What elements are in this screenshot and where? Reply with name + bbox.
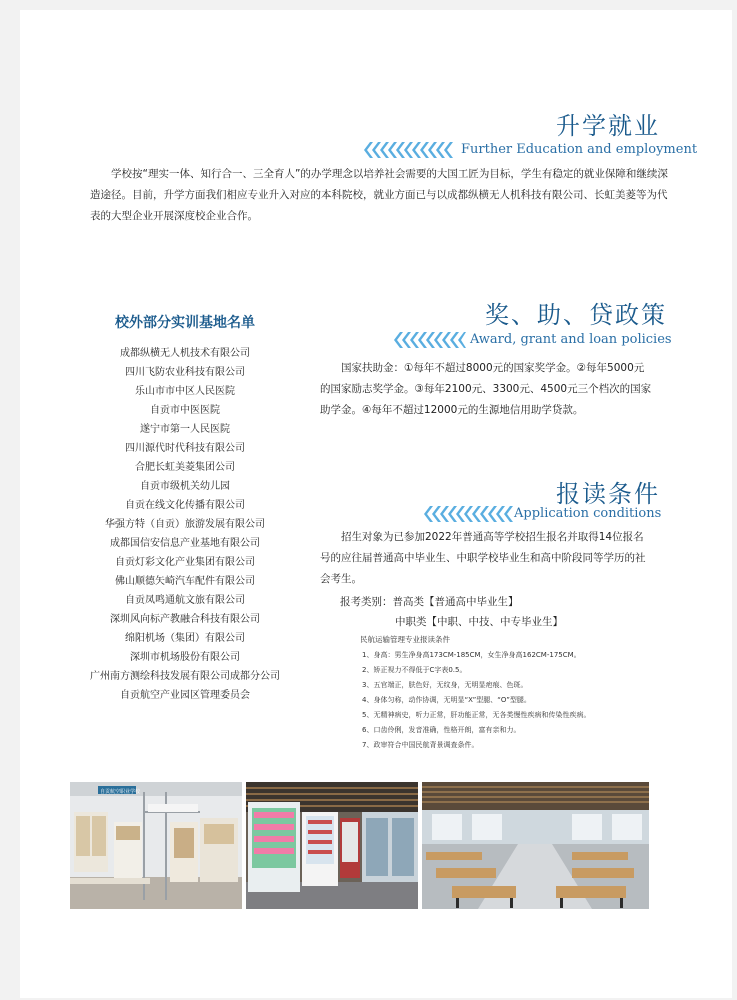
text-line: 表的大型企业开展深度校企业合作。 bbox=[90, 210, 258, 222]
list-item: 自贡市中医医院 bbox=[150, 405, 220, 416]
section3-subtitle: Application conditions bbox=[514, 506, 662, 521]
canteen-photo bbox=[422, 782, 649, 909]
dorm-sign-text: 自贡航空职业学校 bbox=[100, 789, 141, 795]
list-item: 深圳风向标产教融合科技有限公司 bbox=[110, 614, 260, 625]
list-item: 深圳市机场股份有限公司 bbox=[130, 652, 240, 663]
list-item: 3、五官端正，肤色好，无纹身，无明显疤痕、色斑。 bbox=[362, 681, 528, 689]
list-item: 合肥长虹美菱集团公司 bbox=[135, 462, 235, 473]
text-line: 学校按“理实一体、知行合一、三全育人”的办学理念以培养社会需要的大国工匠为目标，学生有稳定的就业保障和继续深 bbox=[111, 168, 668, 180]
vending-machines-photo bbox=[246, 782, 418, 909]
list-item: 华强方特（自贡）旅游发展有限公司 bbox=[105, 519, 265, 530]
text-line: 助学金。④每年不超过12000元的生源地信用助学贷款。 bbox=[320, 404, 584, 416]
text-line: 国家扶助金：①每年不超过8000元的国家奖学金。②每年5000元 bbox=[341, 362, 645, 374]
list-item: 5、无精神病史，听力正常，肝功能正常，无各类慢性疾病和传染性疾病。 bbox=[362, 711, 591, 719]
text-line: 招生对象为已参加2022年普通高等学校招生报名并取得14位报名 bbox=[341, 531, 644, 543]
text-line: 号的应往届普通高中毕业生、中职学校毕业生和高中阶段同等学历的社 bbox=[320, 552, 646, 564]
list-item: 自贡在线文化传播有限公司 bbox=[125, 500, 245, 511]
list-item: 自贡市级机关幼儿园 bbox=[140, 481, 230, 492]
list-item: 6、口齿伶俐，发音准确，性格开朗，富有亲和力。 bbox=[362, 726, 521, 734]
list-item: 绵阳机场（集团）有限公司 bbox=[125, 633, 245, 644]
text-line: 的国家励志奖学金。③每年2100元、3300元、4500元三个档次的国家 bbox=[320, 383, 652, 395]
section2-title: 奖、助、贷政策 bbox=[485, 301, 667, 329]
section1-title: 升学就业 bbox=[556, 112, 660, 140]
list-item: 佛山顺德矢崎汽车配件有限公司 bbox=[115, 576, 255, 587]
text-line: 造途径。目前，升学方面我们相应专业升入对应的本科院校，就业方面已与以成都纵横无人机科技有限公司、长虹美菱等为代 bbox=[90, 189, 668, 201]
page bbox=[20, 10, 732, 998]
conditions-title: 民航运输管理专业报读条件 bbox=[360, 635, 450, 644]
list-item: 四川飞防农业科技有限公司 bbox=[125, 367, 245, 378]
list-item: 7、政审符合中国民航背景调查条件。 bbox=[362, 741, 479, 749]
category-zhongzhi: 中职类【中职、中技、中专毕业生】 bbox=[395, 616, 563, 628]
list-item: 成都国信安信息产业基地有限公司 bbox=[110, 538, 260, 549]
section1-text bbox=[90, 164, 680, 227]
list-item: 自贡航空产业园区管理委员会 bbox=[120, 690, 250, 701]
bases-list bbox=[70, 344, 300, 705]
list-item: 4、身体匀称，动作协调，无明显“X”型腿、“O”型腿。 bbox=[362, 696, 531, 704]
section3-text bbox=[320, 527, 660, 590]
bases-title: 校外部分实训基地名单 bbox=[115, 315, 255, 331]
list-item: 自贡灯彩文化产业集团有限公司 bbox=[115, 557, 255, 568]
list-item: 自贡凤鸣通航文旅有限公司 bbox=[125, 595, 245, 606]
section3-title: 报读条件 bbox=[556, 480, 660, 508]
conditions-list bbox=[362, 648, 590, 753]
chevron-decoration-icon bbox=[394, 332, 466, 348]
list-item: 2、矫正视力不得低于C字表0.5。 bbox=[362, 666, 467, 674]
list-item: 成都纵横无人机技术有限公司 bbox=[120, 348, 250, 359]
list-item: 乐山市市中区人民医院 bbox=[135, 386, 235, 397]
chevron-decoration-icon bbox=[424, 506, 516, 522]
section1-subtitle: Further Education and employment bbox=[461, 142, 698, 157]
dorm-photo bbox=[70, 782, 242, 909]
list-item: 广州南方测绘科技发展有限公司成都分公司 bbox=[90, 671, 280, 682]
chevron-decoration-icon bbox=[364, 142, 456, 158]
list-item: 1、身高：男生净身高173CM-185CM，女生净身高162CM-175CM。 bbox=[362, 651, 581, 659]
list-item: 四川源代时代科技有限公司 bbox=[125, 443, 245, 454]
section2-subtitle: Award, grant and loan policies bbox=[470, 332, 672, 347]
list-item: 遂宁市第一人民医院 bbox=[140, 424, 230, 435]
category-puga: 报考类别：普高类【普通高中毕业生】 bbox=[340, 596, 519, 608]
text-line: 会考生。 bbox=[320, 573, 362, 585]
section2-text bbox=[320, 358, 660, 421]
